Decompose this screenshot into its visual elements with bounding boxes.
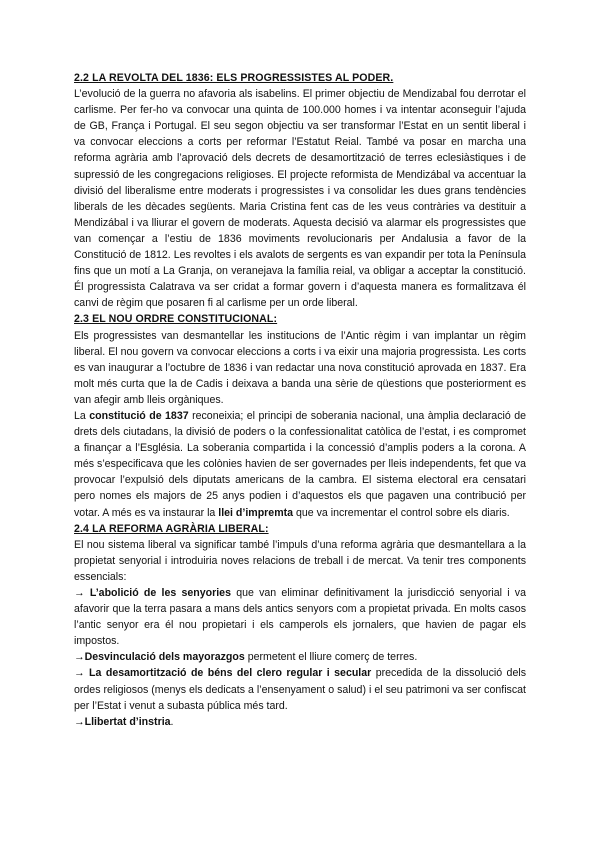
arrow-right-icon: →: [74, 651, 85, 664]
list-item-desamortitzacio: [74, 665, 526, 713]
bold-term-llibertat: Llibertat d’instria: [84, 715, 171, 728]
bold-term-constitucio: constitució de 1837: [89, 409, 189, 422]
section-heading-2-2: 2.2 LA REVOLTA DEL 1836: ELS PROGRESSISTES AL PODER.: [74, 72, 394, 84]
paragraph-constitucio-1837: [74, 408, 526, 521]
arrow-right-icon: →: [74, 587, 85, 599]
bold-term-abolicio: L’abolició de les senyories: [89, 587, 231, 599]
paragraph-ordre-constitucional: Els progressistes van desmantellar les institucions de l’Antic règim i van implantar un règim liberal. El nou govern va convocar eleccions a corts i va eixir una majoria progressista. Les corts es van inaugurar a l’octubre de 1836 i van redactar una nova constitució aprovada en 1837. Era molt més curta que la de Cadis i deixava a banda una sèrie de qüestions que posteriorment es van afegir amb lleis orgàniques.: [74, 329, 526, 406]
bold-term-desamortitzacio: La desamortització de béns del clero regular i secular: [89, 667, 372, 680]
arrow-right-icon: →: [74, 715, 85, 728]
list-item-llibertat: [74, 714, 526, 730]
section-heading-2-3: 2.3 EL NOU ORDRE CONSTITUCIONAL:: [74, 313, 278, 326]
text-run: que van eliminar definitivament la jurisdicció senyorial i va afavorir que la terra pasara a mans dels antics senyors com a propietat privada. En molts casos l’antic senyor era él nou propietari i els camperols els jornalers, que havien de pagar els impostos.: [74, 587, 526, 648]
text-run: .: [170, 715, 174, 728]
text-run: reconeixia; el principi de soberania nacional, una àmplia declaració de drets dels ciutadans, la divisió de poders o la confessionalitat catòlica de l’estat, i es compromet a finançar a l’Església. La soberania compartida i la concessió d’amplis poders a la corona. A més s’especificava que les colònies havien de ser governades per lleis independents, fet que va provocar l’expulsió dels diputats americans de la cambra. El sistema electoral era censatari pero nomes els majors de 25 anys podien i d’aquestos els que pagaven una contribució per votar. A més es va instaurar la: [74, 409, 526, 519]
document-page: [74, 70, 526, 730]
text-run: que va incrementar el control sobre els diaris.: [293, 506, 510, 519]
bold-term-llei-impremta: llei d’impremta: [218, 506, 294, 519]
text-run: La: [74, 409, 90, 422]
text-run: permetent el lliure comerç de terres.: [244, 651, 418, 664]
section-heading-2-4: 2.4 LA REFORMA AGRÀRIA LIBERAL:: [74, 522, 269, 535]
list-item-desvinculacio: [74, 649, 526, 665]
bold-term-desvinculacio: Desvinculació dels mayorazgos: [84, 651, 245, 664]
paragraph-revolta: L’evolució de la guerra no afavoria als isabelins. El primer objectiu de Mendizabal fou derrotar el carlisme. Per fer-ho va convocar una quinta de 100.000 homes i va intentar aconseguir l’ajuda de GB, França i Portugal. El seu segon objectiu va ser transformar l’Estat en un sentit liberal i va convocar eleccions a corts per reformar l’Estatut Reial. També va posar en marcha una reforma agrària amb l’aprovació dels decrets de desamortització de terres eclesiàstiques i de supressió de les congregacions religioses. El projecte reformista de Mendizábal va accentuar la divisió del liberalisme entre moderats i progressistes i va consolidar les dues grans tendències liberals de les dècades següents. Maria Cristina fent cas de les veus contràries va destituir a Mendizábal i va lliurar el govern de moderats. Aquesta decisió va alarmar els progressistes que van començar a l’estiu de 1836 moviments revolucionaris per Andalusia a favor de la Constitució de 1812. Les revoltes i els avalots de sergents es van expandir per tota la Península fins que un motí a La Granja, on veranejava la família reial, va obligar a acceptar la constitució. Él progressista Calatrava va ser cridat a formar govern i d’aquesta manera es formalitzava él canvi de règim que posaren fi al carlisme per un orde liberal.: [74, 88, 526, 310]
paragraph-reforma-intro: El nou sistema liberal va significar també l’impuls d’una reforma agrària que desmantellara a la propietat senyorial i introduiria noves relacions de treball i de mercat. Va tenir tres components essencials:: [74, 538, 526, 583]
list-item-abolicio: [74, 585, 526, 649]
text-run: precedida de la dissolució dels ordes religiosos (menys els dedicats a l’ensenyament o salud) i el seu patrimoni va ser confiscat per l’Estat i venut a subasta pública més tard.: [74, 667, 526, 712]
arrow-right-icon: →: [74, 667, 85, 680]
